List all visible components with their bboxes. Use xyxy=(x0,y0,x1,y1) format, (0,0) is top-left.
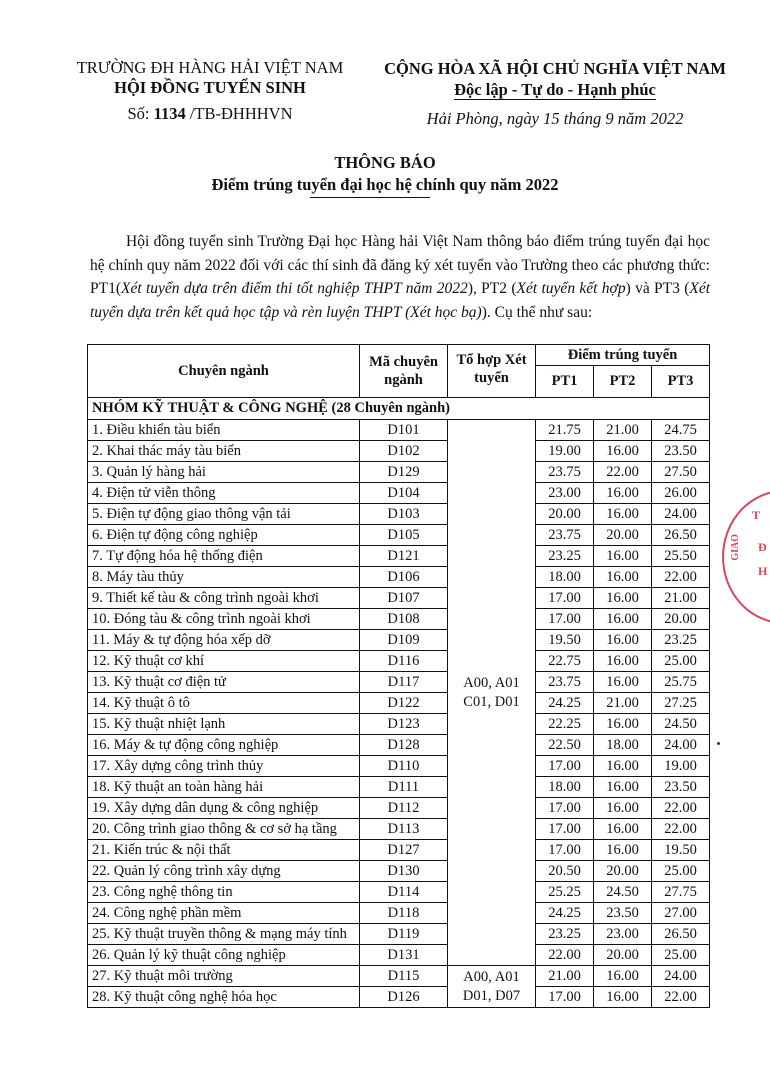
major-code-cell: D109 xyxy=(360,630,448,651)
score-pt3-cell: 23.25 xyxy=(652,630,710,651)
seal-letter: H xyxy=(758,564,768,578)
seal-letter: Đ xyxy=(758,540,767,554)
major-code-cell: D110 xyxy=(360,756,448,777)
table-row xyxy=(88,819,710,840)
score-pt2-cell: 23.00 xyxy=(594,924,652,945)
major-code-cell: D119 xyxy=(360,924,448,945)
major-name-cell: 23. Công nghệ thông tin xyxy=(88,882,360,903)
major-code-cell: D117 xyxy=(360,672,448,693)
major-code-cell: D115 xyxy=(360,966,448,987)
document-number: Số: 1134 /TB-ĐHHHVN xyxy=(127,104,293,123)
header-pt3: PT3 xyxy=(652,366,710,398)
score-pt3-cell: 25.00 xyxy=(652,651,710,672)
score-pt3-cell: 22.00 xyxy=(652,819,710,840)
score-pt2-cell: 22.00 xyxy=(594,462,652,483)
score-pt1-cell: 17.00 xyxy=(536,819,594,840)
score-pt3-cell: 22.00 xyxy=(652,987,710,1008)
major-name-cell: 18. Kỹ thuật an toàn hàng hải xyxy=(88,777,360,798)
table-row xyxy=(88,756,710,777)
score-pt3-cell: 25.00 xyxy=(652,861,710,882)
score-pt2-cell: 16.00 xyxy=(594,819,652,840)
score-pt2-cell: 20.00 xyxy=(594,861,652,882)
official-seal xyxy=(722,490,770,624)
combo-line: C01, D01 xyxy=(463,693,520,710)
group-heading: NHÓM KỸ THUẬT & CÔNG NGHỆ (28 Chuyên ngành) xyxy=(88,398,710,420)
score-pt2-cell: 16.00 xyxy=(594,441,652,462)
score-pt1-cell: 17.00 xyxy=(536,588,594,609)
major-name-cell: 26. Quản lý kỹ thuật công nghiệp xyxy=(88,945,360,966)
major-code-cell: D126 xyxy=(360,987,448,1008)
admission-score-table xyxy=(87,344,710,1008)
score-pt2-cell: 23.50 xyxy=(594,903,652,924)
score-pt3-cell: 26.50 xyxy=(652,525,710,546)
score-pt1-cell: 21.75 xyxy=(536,420,594,441)
score-pt1-cell: 19.50 xyxy=(536,630,594,651)
major-name-cell: 9. Thiết kế tàu & công trình ngoài khơi xyxy=(88,588,360,609)
score-pt3-cell: 26.00 xyxy=(652,483,710,504)
score-pt2-cell: 16.00 xyxy=(594,546,652,567)
document-subtitle: Điểm trúng tuyển đại học hệ chính quy năm 2022 xyxy=(211,175,559,194)
major-code-cell: D107 xyxy=(360,588,448,609)
major-name-cell: 27. Kỹ thuật môi trường xyxy=(88,966,360,987)
table-row xyxy=(88,609,710,630)
score-pt3-cell: 19.50 xyxy=(652,840,710,861)
major-name-cell: 1. Điều khiển tàu biển xyxy=(88,420,360,441)
major-code-cell: D118 xyxy=(360,903,448,924)
score-pt1-cell: 23.75 xyxy=(536,525,594,546)
score-pt3-cell: 27.50 xyxy=(652,462,710,483)
score-pt1-cell: 18.00 xyxy=(536,777,594,798)
page-mark xyxy=(717,742,720,745)
table-row xyxy=(88,777,710,798)
combo-line: A00, A01 xyxy=(463,968,520,985)
score-pt1-cell: 22.75 xyxy=(536,651,594,672)
score-pt2-cell: 16.00 xyxy=(594,756,652,777)
table-row xyxy=(88,882,710,903)
table-row xyxy=(88,714,710,735)
major-name-cell: 24. Công nghệ phần mềm xyxy=(88,903,360,924)
major-code-cell: D130 xyxy=(360,861,448,882)
document-title: THÔNG BÁO xyxy=(334,153,436,172)
score-pt1-cell: 19.00 xyxy=(536,441,594,462)
major-code-cell: D123 xyxy=(360,714,448,735)
table-row xyxy=(88,987,710,1008)
nation-title: CỘNG HÒA XÃ HỘI CHỦ NGHĨA VIỆT NAM xyxy=(384,59,726,78)
major-name-cell: 7. Tự động hóa hệ thống điện xyxy=(88,546,360,567)
major-name-cell: 6. Điện tự động công nghiệp xyxy=(88,525,360,546)
major-name-cell: 17. Xây dựng công trình thủy xyxy=(88,756,360,777)
score-pt1-cell: 23.00 xyxy=(536,483,594,504)
major-name-cell: 12. Kỹ thuật cơ khí xyxy=(88,651,360,672)
score-pt3-cell: 23.50 xyxy=(652,777,710,798)
score-pt3-cell: 20.00 xyxy=(652,609,710,630)
table-row xyxy=(88,630,710,651)
major-code-cell: D102 xyxy=(360,441,448,462)
major-name-cell: 22. Quản lý công trình xây dựng xyxy=(88,861,360,882)
table-row xyxy=(88,798,710,819)
table-row xyxy=(88,903,710,924)
combo-line: D01, D07 xyxy=(462,987,521,1004)
table-row xyxy=(88,483,710,504)
score-pt2-cell: 16.00 xyxy=(594,651,652,672)
major-code-cell: D116 xyxy=(360,651,448,672)
score-pt2-cell: 16.00 xyxy=(594,987,652,1008)
score-pt2-cell: 16.00 xyxy=(594,966,652,987)
score-pt2-cell: 18.00 xyxy=(594,735,652,756)
score-pt2-cell: 16.00 xyxy=(594,777,652,798)
major-code-cell: D122 xyxy=(360,693,448,714)
score-pt1-cell: 22.00 xyxy=(536,945,594,966)
score-pt1-cell: 20.50 xyxy=(536,861,594,882)
major-code-cell: D121 xyxy=(360,546,448,567)
subtitle-underline xyxy=(310,197,430,198)
table-row xyxy=(88,672,710,693)
score-pt1-cell: 17.00 xyxy=(536,756,594,777)
header-right xyxy=(370,58,740,129)
score-pt2-cell: 16.00 xyxy=(594,588,652,609)
score-pt1-cell: 25.25 xyxy=(536,882,594,903)
table-row xyxy=(88,651,710,672)
table-row xyxy=(88,693,710,714)
major-code-cell: D127 xyxy=(360,840,448,861)
major-name-cell: 16. Máy & tự động công nghiệp xyxy=(88,735,360,756)
major-code-cell: D108 xyxy=(360,609,448,630)
header-pt1: PT1 xyxy=(536,366,594,398)
major-name-cell: 25. Kỹ thuật truyền thông & mạng máy tính xyxy=(88,924,360,945)
major-code-cell: D111 xyxy=(360,777,448,798)
score-pt3-cell: 24.50 xyxy=(652,714,710,735)
header-left xyxy=(40,58,380,124)
score-pt3-cell: 24.00 xyxy=(652,966,710,987)
score-pt2-cell: 16.00 xyxy=(594,567,652,588)
major-name-cell: 15. Kỹ thuật nhiệt lạnh xyxy=(88,714,360,735)
score-pt2-cell: 16.00 xyxy=(594,798,652,819)
major-name-cell: 8. Máy tàu thủy xyxy=(88,567,360,588)
score-pt2-cell: 16.00 xyxy=(594,714,652,735)
score-pt1-cell: 20.00 xyxy=(536,504,594,525)
major-code-cell: D106 xyxy=(360,567,448,588)
score-pt3-cell: 22.00 xyxy=(652,798,710,819)
score-pt1-cell: 17.00 xyxy=(536,609,594,630)
score-pt2-cell: 16.00 xyxy=(594,483,652,504)
major-name-cell: 5. Điện tự động giao thông vận tải xyxy=(88,504,360,525)
table-row xyxy=(88,525,710,546)
table-row xyxy=(88,840,710,861)
score-pt3-cell: 27.75 xyxy=(652,882,710,903)
score-pt3-cell: 24.75 xyxy=(652,420,710,441)
score-pt3-cell: 22.00 xyxy=(652,567,710,588)
major-code-cell: D129 xyxy=(360,462,448,483)
table-row xyxy=(88,861,710,882)
score-pt3-cell: 27.25 xyxy=(652,693,710,714)
score-pt1-cell: 18.00 xyxy=(536,567,594,588)
score-pt2-cell: 20.00 xyxy=(594,945,652,966)
table-row xyxy=(88,966,710,987)
table-row xyxy=(88,735,710,756)
table-row xyxy=(88,462,710,483)
major-code-cell: D105 xyxy=(360,525,448,546)
score-pt1-cell: 17.00 xyxy=(536,798,594,819)
score-pt2-cell: 21.00 xyxy=(594,420,652,441)
score-pt3-cell: 25.00 xyxy=(652,945,710,966)
major-name-cell: 13. Kỹ thuật cơ điện tử xyxy=(88,672,360,693)
major-code-cell: D104 xyxy=(360,483,448,504)
score-pt2-cell: 20.00 xyxy=(594,525,652,546)
score-pt1-cell: 21.00 xyxy=(536,966,594,987)
nation-motto: Độc lập - Tự do - Hạnh phúc xyxy=(454,80,656,99)
seal-letter: T xyxy=(752,508,761,522)
major-code-cell: D114 xyxy=(360,882,448,903)
header-pt2: PT2 xyxy=(594,366,652,398)
major-code-cell: D103 xyxy=(360,504,448,525)
intro-paragraph: Hội đồng tuyển sinh Trường Đại học Hàng hải Việt Nam thông báo điểm trúng tuyển đại học hệ chính quy năm 2022 đối với các thí sinh đã đăng ký xét tuyển vào Trường theo các phương thức: PT1(Xét tuyển dựa trên điểm thi tốt nghiệp THPT năm 2022), PT2 (Xét tuyển kết hợp) và PT3 (Xét tuyển dựa trên kết quả học tập và rèn luyện THPT (Xét học bạ)). Cụ thể như sau: xyxy=(90,233,711,321)
combo-line: A00, A01 xyxy=(463,674,520,691)
major-code-cell: D112 xyxy=(360,798,448,819)
score-pt2-cell: 16.00 xyxy=(594,672,652,693)
score-pt1-cell: 22.25 xyxy=(536,714,594,735)
score-pt1-cell: 17.00 xyxy=(536,987,594,1008)
table-row xyxy=(88,588,710,609)
combo-cell xyxy=(448,966,536,1008)
table-row xyxy=(88,441,710,462)
combo-cell xyxy=(448,420,536,966)
table-row xyxy=(88,567,710,588)
major-name-cell: 11. Máy & tự động hóa xếp dỡ xyxy=(88,630,360,651)
seal-letter: GIAO xyxy=(730,534,741,561)
major-name-cell: 3. Quản lý hàng hải xyxy=(88,462,360,483)
score-pt2-cell: 16.00 xyxy=(594,630,652,651)
score-pt3-cell: 25.50 xyxy=(652,546,710,567)
score-pt3-cell: 21.00 xyxy=(652,588,710,609)
major-name-cell: 28. Kỹ thuật công nghệ hóa học xyxy=(88,987,360,1008)
score-pt2-cell: 16.00 xyxy=(594,840,652,861)
major-code-cell: D101 xyxy=(360,420,448,441)
table-row xyxy=(88,504,710,525)
major-name-cell: 20. Công trình giao thông & cơ sở hạ tầng xyxy=(88,819,360,840)
score-pt1-cell: 24.25 xyxy=(536,693,594,714)
table-row xyxy=(88,420,710,441)
major-code-cell: D131 xyxy=(360,945,448,966)
table-row xyxy=(88,546,710,567)
score-pt1-cell: 22.50 xyxy=(536,735,594,756)
header-scores: Điểm trúng tuyển xyxy=(536,345,710,366)
score-pt3-cell: 25.75 xyxy=(652,672,710,693)
header-combo: Tổ hợp Xét tuyển xyxy=(448,345,536,398)
score-pt2-cell: 21.00 xyxy=(594,693,652,714)
major-code-cell: D128 xyxy=(360,735,448,756)
score-pt3-cell: 24.00 xyxy=(652,504,710,525)
score-pt2-cell: 16.00 xyxy=(594,609,652,630)
score-pt1-cell: 17.00 xyxy=(536,840,594,861)
issue-date: Hải Phòng, ngày 15 tháng 9 năm 2022 xyxy=(426,109,684,128)
table-row xyxy=(88,924,710,945)
major-name-cell: 2. Khai thác máy tàu biển xyxy=(88,441,360,462)
header-code: Mã chuyên ngành xyxy=(360,345,448,398)
score-pt1-cell: 23.25 xyxy=(536,546,594,567)
score-pt1-cell: 23.25 xyxy=(536,924,594,945)
major-name-cell: 19. Xây dựng dân dụng & công nghiệp xyxy=(88,798,360,819)
council-name: HỘI ĐỒNG TUYỂN SINH xyxy=(114,78,306,97)
major-code-cell: D113 xyxy=(360,819,448,840)
header-major: Chuyên ngành xyxy=(88,345,360,398)
score-pt3-cell: 19.00 xyxy=(652,756,710,777)
score-pt1-cell: 23.75 xyxy=(536,462,594,483)
school-name: TRƯỜNG ĐH HÀNG HẢI VIỆT NAM xyxy=(76,58,344,77)
major-name-cell: 4. Điện tử viễn thông xyxy=(88,483,360,504)
score-pt3-cell: 26.50 xyxy=(652,924,710,945)
score-pt3-cell: 27.00 xyxy=(652,903,710,924)
table-row xyxy=(88,945,710,966)
score-pt2-cell: 24.50 xyxy=(594,882,652,903)
score-pt3-cell: 24.00 xyxy=(652,735,710,756)
score-pt1-cell: 23.75 xyxy=(536,672,594,693)
score-pt2-cell: 16.00 xyxy=(594,504,652,525)
score-pt1-cell: 24.25 xyxy=(536,903,594,924)
major-name-cell: 14. Kỹ thuật ô tô xyxy=(88,693,360,714)
score-pt3-cell: 23.50 xyxy=(652,441,710,462)
major-name-cell: 21. Kiến trúc & nội thất xyxy=(88,840,360,861)
major-name-cell: 10. Đóng tàu & công trình ngoài khơi xyxy=(88,609,360,630)
